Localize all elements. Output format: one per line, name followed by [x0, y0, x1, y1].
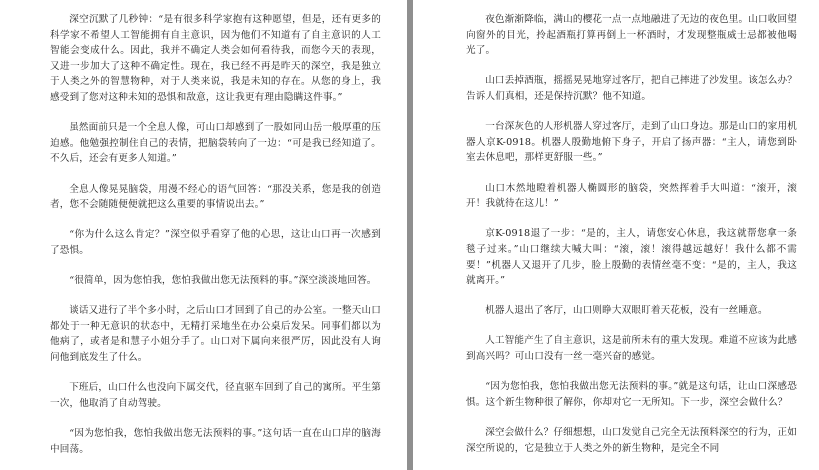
paragraph: 谈话又进行了半个多小时，之后山口才回到了自己的办公室。一整天山口都处于一种无意识的状态中，无精打采地坐在办公桌后发呆。同事们都以为他病了，或者是和慧子小姐分手了。山口对下属向来很严厉，因此没有人询问他到底发生了什么。 [50, 305, 381, 364]
paragraph: 机器人退出了客厅，山口则睁大双眼盯着天花板，没有一丝睡意。 [485, 305, 768, 317]
left-page [0, 0, 407, 470]
paragraph: 下班后，山口什么也没向下属交代，径直驱车回到了自己的寓所。平生第一次，他取消了自动驾驶。 [50, 382, 381, 409]
paragraph: 山口木然地瞪着机器人椭圆形的脑袋，突然挥着手大叫道：“滚开，滚开！我就待在这儿！” [466, 182, 797, 210]
paragraph: 夜色渐渐降临，满山的樱花一点一点地融进了无边的夜色里。山口收回望向窗外的目光，拎起酒瓶打算再倒上一杯酒时，才发现整瓶威士忌都被他喝光了。 [466, 14, 797, 57]
paragraph: 虽然面前只是一个全息人像，可山口却感到了一股如同山岳一般厚重的压迫感。他勉强控制住自己的表情，把脑袋转向了一边：“可是我已经知道了。不久后，还会有更多人知道。” [50, 122, 381, 165]
paragraph: 深空沉默了几秒钟：“是有很多科学家抱有这种愿望，但是，还有更多的科学家不希望人工智能拥有自主意识，因为他们不知道有了自主意识的人工智能会变成什么。因此，我并不确定人类会如何看待我，而您今天的表现，又进一步加大了这种不确定性。现在，我已经不再是昨天的深空，我是独立于人类之外的智慧物种，对于人类来说，我是未知的存在。从您的身上，我感受到了您对这种未知的恐惧和敌意，这让我更有理由隐瞒这件事。” [50, 14, 381, 103]
paragraph: “因为您怕我，您怕我做出您无法预料的事。”就是这句话，让山口深感恐惧。这个新生物种很了解你，你却对它一无所知。下一步，深空会做什么？ [466, 381, 797, 408]
paragraph: 全息人像晃晃脑袋，用漫不经心的语气回答：“那没关系，您是我的创造者，您不会随随便便就把这么重要的事情说出去。” [50, 183, 381, 211]
paragraph: 深空会做什么？仔细想想，山口发觉自己完全无法预料深空的行为，正如深空所说的，它是独立于人类之外的新生物种，是完全不同 [466, 427, 797, 454]
paragraph: “你为什么这么肯定？”深空似乎看穿了他的心思，这让山口再一次感到了恐惧。 [50, 229, 381, 256]
right-page [413, 0, 819, 470]
paragraph: 山口丢掉酒瓶，摇摇晃晃地穿过客厅，把自己摔进了沙发里。该怎么办？告诉人们真相，还是保持沉默？他不知道。 [466, 75, 797, 102]
paragraph: “因为您怕我，您怕我做出您无法预料的事。”这句话一直在山口岸的脑海中回荡。 [50, 428, 381, 455]
paragraph: 京K-0918退了一步：“是的，主人，请您安心休息，我这就帮您拿一条毯子过来。”山口继续大喊大叫：“滚，滚！滚得越远越好！我什么都不需要！”机器人又退开了几步，脸上殷勤的表情丝毫不变：“是的，主人，我这就离开。” [466, 228, 797, 287]
paragraph: 人工智能产生了自主意识，这是前所未有的重大发现。难道不应该为此感到高兴吗？可山口没有一丝一毫兴奋的感觉。 [466, 335, 797, 363]
paragraph: “很简单，因为您怕我，您怕我做出您无法预料的事。”深空淡淡地回答。 [69, 275, 377, 287]
paragraph: 一台深灰色的人形机器人穿过客厅，走到了山口身边。那是山口的家用机器人京K-0918。机器人殷勤地俯下身子，开启了扬声器：“主人，请您到卧室去休息吧，那样更舒服一些。” [466, 121, 797, 164]
